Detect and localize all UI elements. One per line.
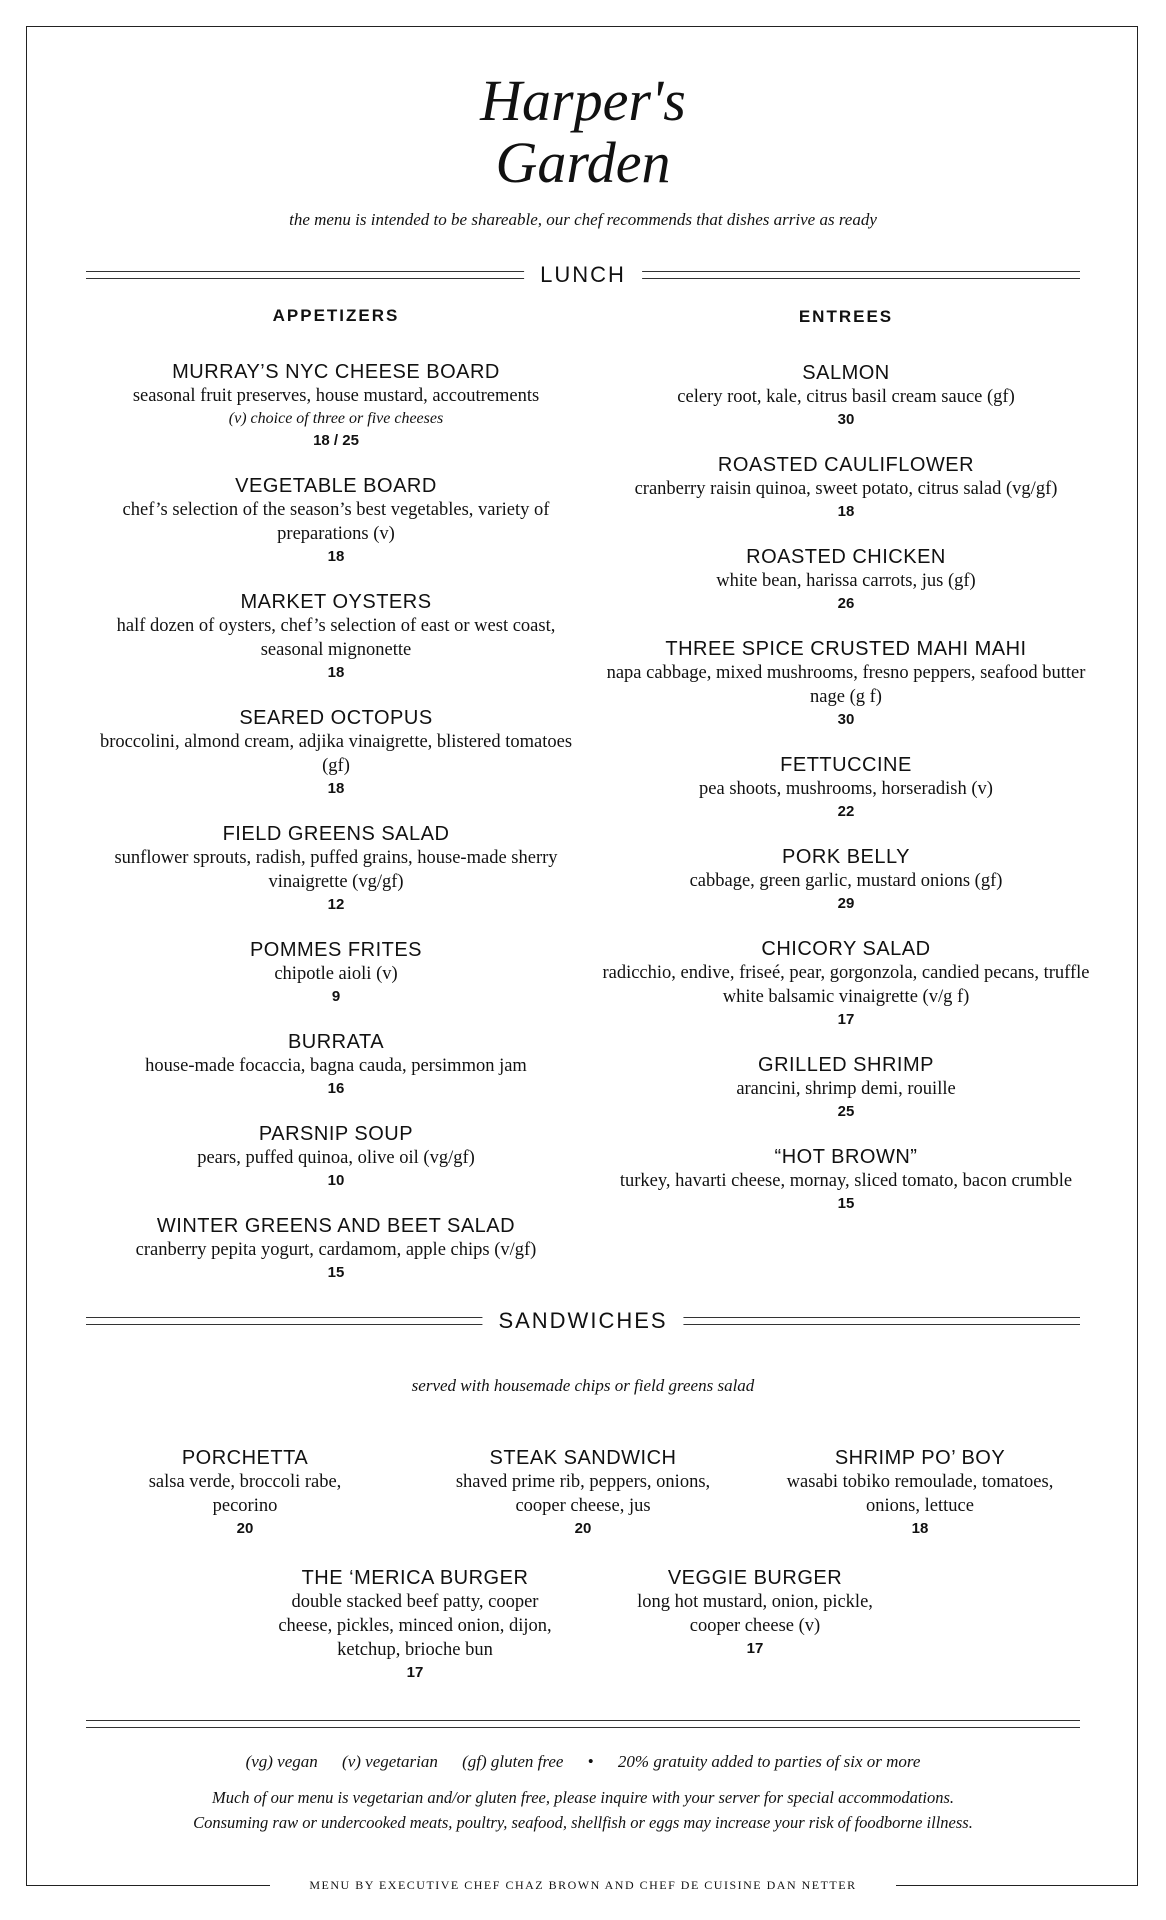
- appetizer-description: house-made focaccia, bagna cauda, persimmon jam: [145, 1056, 527, 1076]
- appetizer-price: 10: [327, 1172, 345, 1189]
- entree-item: [596, 545, 1096, 615]
- sandwich-price: 20: [574, 1520, 592, 1537]
- sandwich-item: [120, 1446, 370, 1540]
- appetizer-price: 12: [327, 896, 345, 913]
- appetizer-name: SEARED OCTOPUS: [239, 707, 433, 729]
- appetizer-description: cranberry pepita yogurt, cardamom, apple chips (v/gf): [135, 1240, 537, 1260]
- appetizer-item: [86, 706, 586, 800]
- appetizer-price: 9: [331, 988, 341, 1005]
- entree-price: 18: [837, 503, 855, 520]
- entree-description: turkey, havarti cheese, mornay, sliced tomato, bacon crumble: [619, 1171, 1073, 1191]
- appetizer-price: 15: [327, 1264, 345, 1281]
- sandwiches-title: SANDWICHES: [482, 1308, 683, 1334]
- appetizer-description: seasonal fruit preserves, house mustard, accoutrements: [132, 386, 540, 406]
- appetizer-name: PARSNIP SOUP: [258, 1123, 414, 1145]
- lunch-title: LUNCH: [524, 262, 642, 288]
- entree-price: 26: [837, 595, 855, 612]
- appetizer-price: 18: [327, 664, 345, 681]
- appetizer-price: 18: [327, 780, 345, 797]
- logo-line-1: Harper's: [480, 68, 686, 133]
- appetizer-description: broccolini, almond cream, adjika vinaigrette, blistered tomatoes (gf): [99, 732, 573, 776]
- legend-vegan: (vg) vegan: [245, 1752, 318, 1771]
- entree-item: [596, 937, 1096, 1031]
- entree-name: ROASTED CAULIFLOWER: [717, 454, 975, 476]
- appetizer-item: [86, 590, 586, 684]
- sandwich-price: 17: [746, 1640, 764, 1657]
- entree-price: 30: [837, 711, 855, 728]
- dietary-legend: [0, 1752, 1166, 1772]
- sandwich-name: PORCHETTA: [181, 1447, 309, 1469]
- entree-name: ROASTED CHICKEN: [746, 546, 946, 568]
- entree-name: GRILLED SHRIMP: [758, 1054, 934, 1076]
- sandwich-name: SHRIMP PO’ BOY: [834, 1447, 1006, 1469]
- entree-name: THREE SPICE CRUSTED MAHI MAHI: [665, 638, 1027, 660]
- legend-vegetarian: (v) vegetarian: [342, 1752, 438, 1771]
- entree-price: 22: [837, 803, 855, 820]
- legend-bullet: •: [587, 1752, 594, 1771]
- entree-item: [596, 1053, 1096, 1123]
- entree-item: [596, 637, 1096, 731]
- footer-divider: [86, 1720, 1080, 1728]
- sandwich-description: shaved prime rib, peppers, onions, cooper cheese, jus: [455, 1472, 711, 1516]
- appetizer-item: [86, 360, 586, 452]
- entree-price: 15: [837, 1195, 855, 1212]
- sandwich-name: THE ‘MERICA BURGER: [301, 1567, 529, 1589]
- sandwich-name: VEGGIE BURGER: [667, 1567, 843, 1589]
- chef-credit: MENU BY EXECUTIVE CHEF CHAZ BROWN AND CHEF DE CUISINE DAN NETTER: [270, 1878, 896, 1893]
- entree-price: 25: [837, 1103, 855, 1120]
- sandwich-item: [770, 1446, 1070, 1540]
- appetizer-price: 18: [327, 548, 345, 565]
- appetizer-item: [86, 1030, 586, 1100]
- appetizer-name: POMMES FRITES: [249, 939, 423, 961]
- sandwiches-note: served with housemade chips or field greens salad: [411, 1376, 755, 1395]
- disclaimer-line-2: Consuming raw or undercooked meats, poultry, seafood, shellfish or eggs may increase your risk of foodborne illness.: [193, 1813, 973, 1832]
- appetizer-name: BURRATA: [287, 1031, 385, 1053]
- entree-name: SALMON: [802, 362, 890, 384]
- sandwiches-divider: [86, 1308, 1080, 1336]
- appetizer-name: FIELD GREENS SALAD: [222, 823, 450, 845]
- entree-description: arancini, shrimp demi, rouille: [736, 1079, 956, 1099]
- entree-name: FETTUCCINE: [780, 754, 912, 776]
- appetizer-description: chef’s selection of the season’s best vegetables, variety of preparations (v): [122, 500, 550, 544]
- entree-description: celery root, kale, citrus basil cream sauce (gf): [677, 387, 1015, 407]
- entree-name: PORK BELLY: [781, 846, 911, 868]
- sandwich-item: [610, 1566, 900, 1660]
- entree-description: cabbage, green garlic, mustard onions (gf): [689, 871, 1003, 891]
- appetizer-note: (v) choice of three or five cheeses: [228, 410, 444, 427]
- entree-description: cranberry raisin quinoa, sweet potato, citrus salad (vg/gf): [634, 479, 1058, 499]
- appetizer-item: [86, 938, 586, 1008]
- sandwich-description: long hot mustard, onion, pickle, cooper cheese (v): [637, 1592, 873, 1636]
- sandwich-description: double stacked beef patty, cooper cheese, pickles, minced onion, dijon, ketchup, brioche bun: [278, 1592, 552, 1660]
- entree-price: 29: [837, 895, 855, 912]
- appetizer-item: [86, 1214, 586, 1284]
- appetizers-column: [86, 306, 586, 1306]
- entree-price: 17: [837, 1011, 855, 1028]
- sandwich-name: STEAK SANDWICH: [489, 1447, 677, 1469]
- appetizer-item: [86, 474, 586, 568]
- sandwich-description: wasabi tobiko remoulade, tomatoes, onions, lettuce: [786, 1472, 1054, 1516]
- appetizer-name: VEGETABLE BOARD: [235, 475, 437, 497]
- appetizer-name: WINTER GREENS AND BEET SALAD: [156, 1215, 516, 1237]
- entree-item: [596, 753, 1096, 823]
- appetizers-heading: APPETIZERS: [272, 306, 400, 325]
- appetizer-description: sunflower sprouts, radish, puffed grains, house-made sherry vinaigrette (vg/gf): [114, 848, 558, 892]
- entree-item: [596, 1145, 1096, 1215]
- appetizer-name: MARKET OYSTERS: [240, 591, 432, 613]
- sandwich-item: [270, 1566, 560, 1684]
- legend-gratuity: 20% gratuity added to parties of six or more: [617, 1752, 921, 1771]
- entrees-heading: ENTREES: [798, 307, 894, 326]
- entree-name: “HOT BROWN”: [774, 1146, 918, 1168]
- tagline: the menu is intended to be shareable, our chef recommends that dishes arrive as ready: [289, 210, 877, 229]
- appetizer-description: chipotle aioli (v): [274, 964, 398, 984]
- appetizer-item: [86, 822, 586, 916]
- appetizer-description: pears, puffed quinoa, olive oil (vg/gf): [197, 1148, 475, 1168]
- sandwich-price: 17: [406, 1664, 424, 1681]
- entree-description: radicchio, endive, friseé, pear, gorgonzola, candied pecans, truffle white balsamic vinaigrette (v/g f): [602, 963, 1090, 1007]
- sandwich-price: 18: [911, 1520, 929, 1537]
- entrees-column: [596, 307, 1096, 1237]
- sandwich-description: salsa verde, broccoli rabe, pecorino: [148, 1472, 342, 1516]
- disclaimer: [0, 1785, 1166, 1835]
- entree-item: [596, 845, 1096, 915]
- sandwich-item: [430, 1446, 736, 1540]
- entree-item: [596, 361, 1096, 431]
- entree-description: napa cabbage, mixed mushrooms, fresno peppers, seafood butter nage (g f): [606, 663, 1086, 707]
- entree-item: [596, 453, 1096, 523]
- lunch-divider: [86, 262, 1080, 290]
- restaurant-logo: [0, 60, 1166, 205]
- appetizer-item: [86, 1122, 586, 1192]
- disclaimer-line-1: Much of our menu is vegetarian and/or gluten free, please inquire with your server for special accommodations.: [211, 1788, 955, 1807]
- appetizer-description: half dozen of oysters, chef’s selection of east or west coast, seasonal mignonette: [116, 616, 556, 660]
- appetizer-name: MURRAY’S NYC CHEESE BOARD: [172, 361, 500, 383]
- entree-description: white bean, harissa carrots, jus (gf): [716, 571, 976, 591]
- appetizer-price: 16: [327, 1080, 345, 1097]
- entree-description: pea shoots, mushrooms, horseradish (v): [699, 779, 993, 799]
- logo-line-2: Garden: [495, 130, 671, 195]
- appetizer-price: 18 / 25: [313, 432, 359, 449]
- legend-gluten-free: (gf) gluten free: [462, 1752, 564, 1771]
- entree-name: CHICORY SALAD: [761, 938, 931, 960]
- entree-price: 30: [837, 411, 855, 428]
- sandwich-price: 20: [236, 1520, 254, 1537]
